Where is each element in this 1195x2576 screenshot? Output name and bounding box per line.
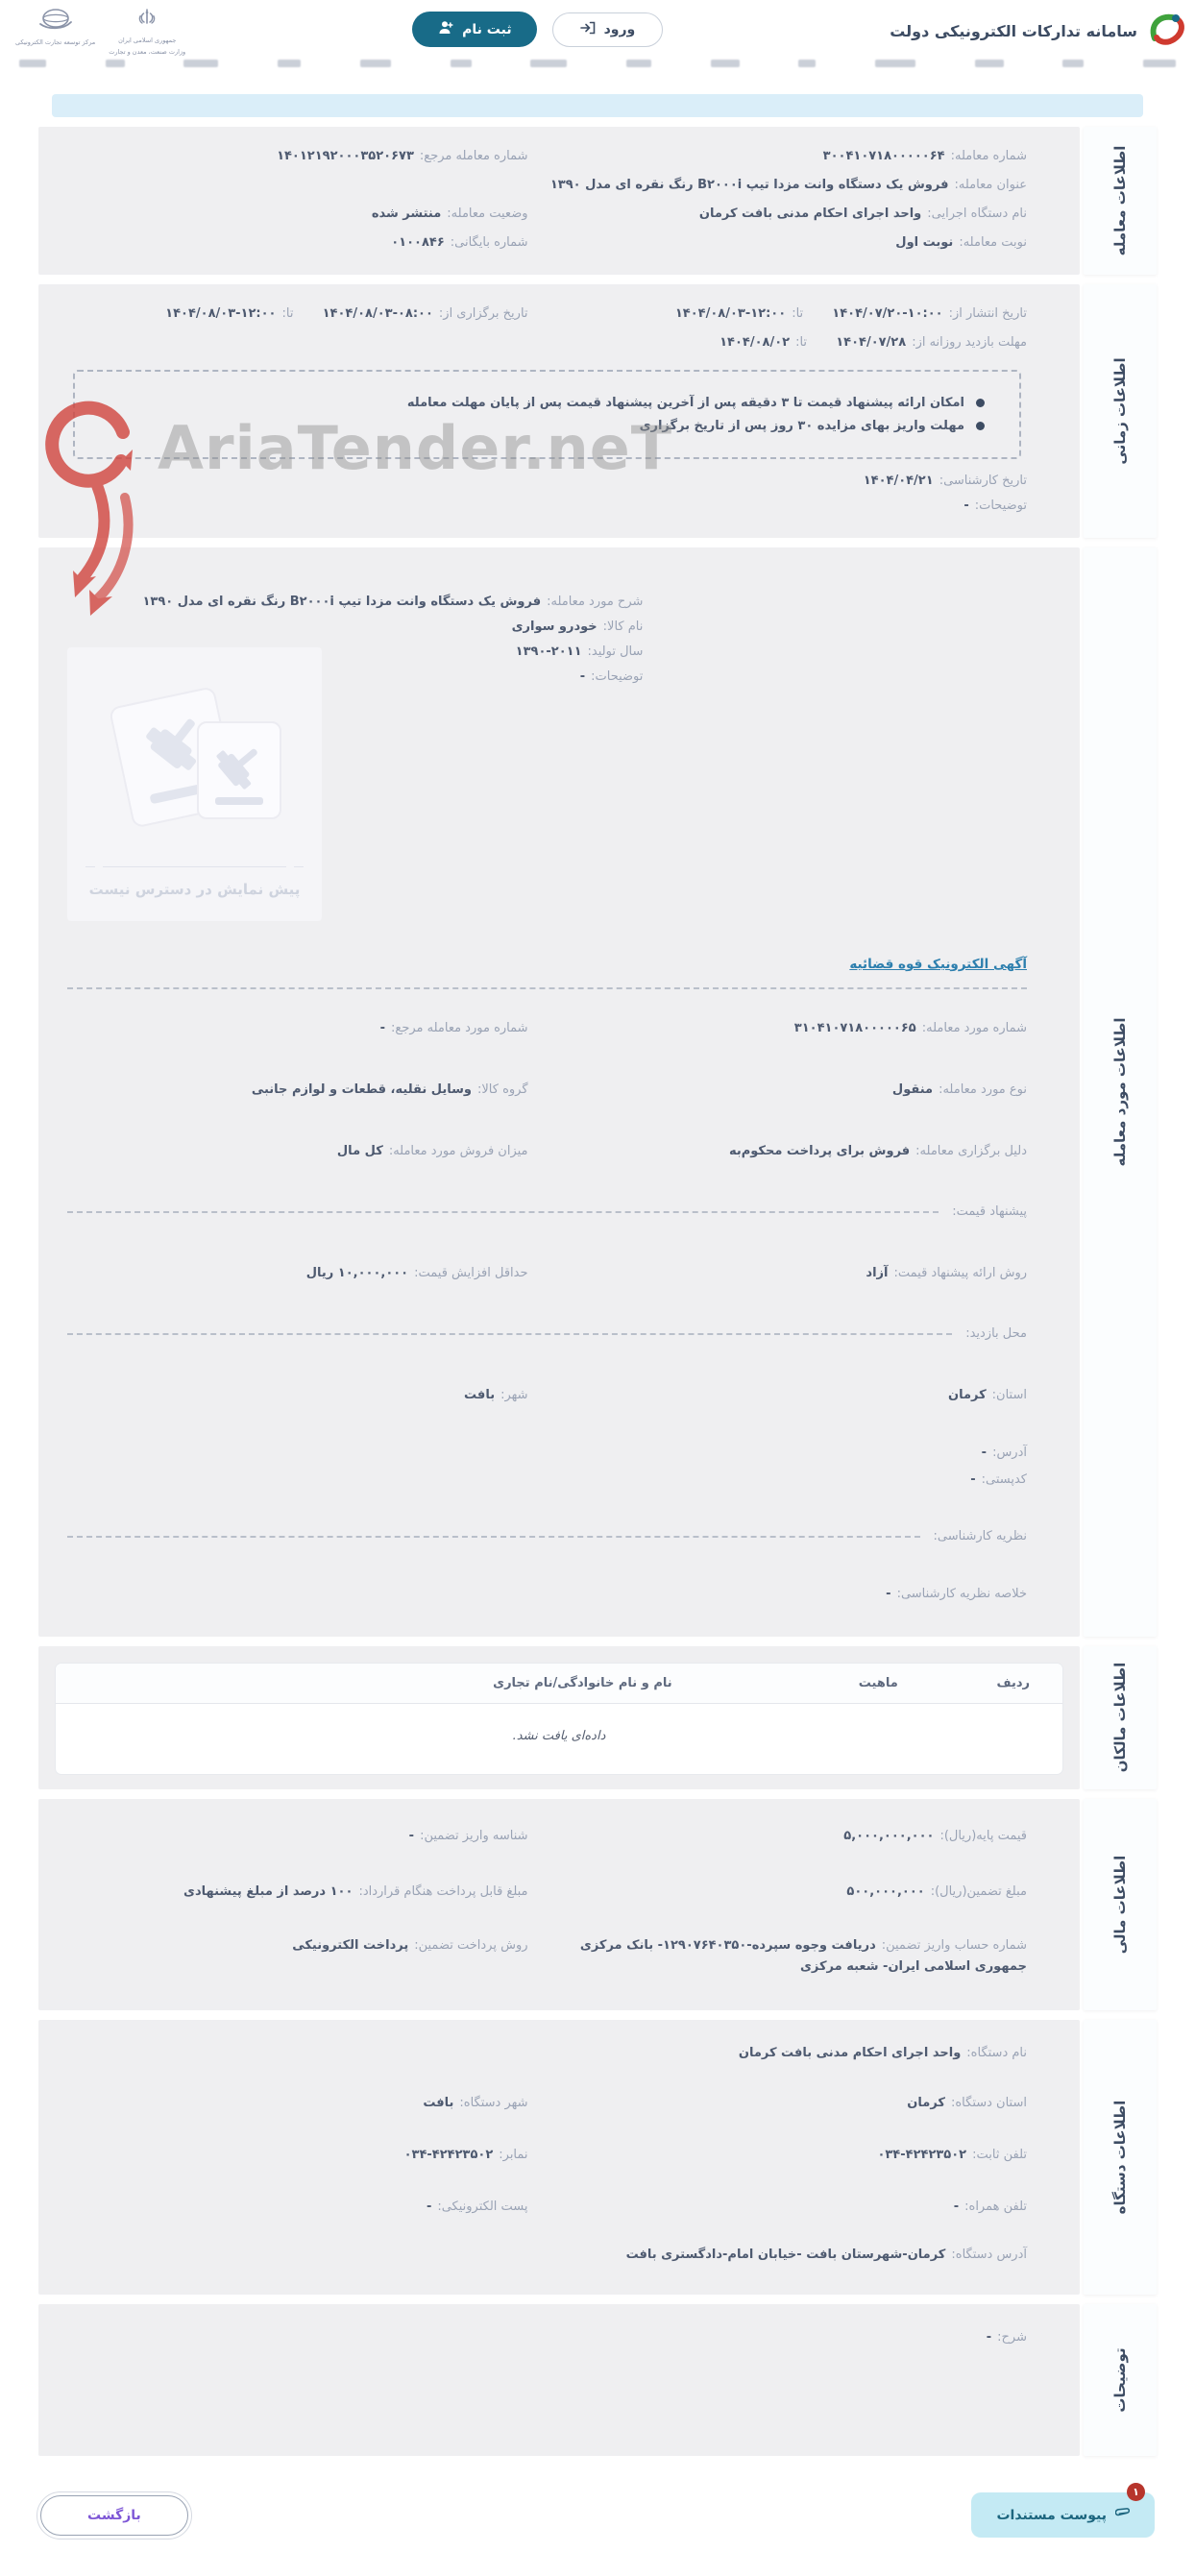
main-content	[0, 73, 1195, 2456]
field-production-year: سال تولید:۱۳۹۰-۲۰۱۱	[515, 644, 644, 659]
nav-item-placeholder[interactable]	[975, 60, 1004, 67]
ministry-logo	[109, 8, 185, 58]
field-deal-agency: نام دستگاه اجرایی:واحد اجرای احکام مدنی بافت کرمان	[698, 207, 1027, 222]
col-header-row: ردیف	[996, 1675, 1030, 1690]
field-agency-address: آدرس دستگاه:کرمان-شهرستان بافت -خیابان امام-دادگستری بافت	[625, 2248, 1027, 2263]
bullet-icon	[976, 422, 985, 430]
section-title: توضیحات	[1111, 2347, 1129, 2413]
section-timing	[38, 284, 1157, 537]
register-button[interactable]	[412, 12, 536, 47]
field-timing-desc: توضیحات:-	[963, 498, 1027, 513]
section-item-side-label	[1084, 547, 1157, 1637]
back-button[interactable]	[40, 2495, 188, 2536]
section-remarks-side-label	[1084, 2304, 1157, 2456]
placeholder-divider	[85, 866, 305, 867]
field-agency-mobile: تلفن همراه:-	[953, 2199, 1027, 2215]
nav-item-placeholder[interactable]	[798, 60, 816, 67]
field-remarks-desc: شرح:-	[986, 2330, 1027, 2345]
preview-unavailable-text: پیش نمایش در دسترس نیست	[88, 880, 301, 898]
visit-place-header: محل بازدید:	[67, 1326, 1027, 1341]
section-title: اطلاعات مالکان	[1111, 1662, 1129, 1773]
field-deposit-id: شناسه واریز تضمین:-	[408, 1828, 528, 1843]
section-owners	[38, 1646, 1157, 1789]
col-header-nature: ماهیت	[858, 1675, 898, 1690]
field-item-number: شماره مورد معامله:۳۱۰۴۱۰۷۱۸۰۰۰۰۰۶۵	[793, 1020, 1027, 1035]
setad-logo-icon	[1147, 10, 1187, 52]
attach-documents-button[interactable]	[971, 2486, 1155, 2538]
field-item-desc: شرح مورد معامله:فروش یک دستگاه وانت مزدا تیپ B۲۰۰۰i رنگ نقره ای مدل ۱۳۹۰	[142, 594, 644, 609]
paperclip-icon	[1115, 2505, 1130, 2525]
nav-item-placeholder[interactable]	[19, 60, 46, 67]
iran-emblem-icon	[136, 8, 158, 35]
nav-item-placeholder[interactable]	[278, 60, 301, 67]
ecdc-logo	[15, 8, 95, 48]
field-agency-name: نام دستگاه:واحد اجرای احکام مدنی بافت کرمان	[738, 2045, 1027, 2060]
login-button[interactable]	[552, 12, 664, 47]
section-deal-side-label	[1084, 127, 1157, 275]
field-goods-name: نام کالا:خودرو سواری	[511, 619, 644, 634]
nav-item-placeholder[interactable]	[1062, 60, 1084, 67]
nav-item-placeholder[interactable]	[711, 60, 740, 67]
nav-item-placeholder[interactable]	[360, 60, 391, 67]
notice-line	[110, 396, 985, 410]
field-payment-method: روش پرداخت تضمین:پرداخت الکترونیکی	[292, 1937, 528, 1953]
section-title: اطلاعات معامله	[1111, 145, 1129, 256]
section-financial-side-label	[1084, 1799, 1157, 2010]
section-remarks	[38, 2304, 1157, 2456]
back-label: بازگشت	[87, 2507, 141, 2523]
nav-item-placeholder[interactable]	[451, 60, 472, 67]
auth-buttons	[412, 12, 663, 47]
field-item-ref: شماره مورد معامله مرجع:-	[379, 1020, 528, 1035]
section-title: اطلاعات مالی	[1111, 1855, 1129, 1954]
info-banner	[52, 94, 1143, 117]
field-min-increase: حداقل افزایش قیمت:۱۰,۰۰۰,۰۰۰ ریال	[305, 1266, 528, 1281]
field-offer-method: روش ارائه پیشنهاد قیمت:آزاد	[866, 1266, 1027, 1281]
add-user-icon	[437, 20, 453, 38]
login-label: ورود	[603, 21, 636, 37]
field-deal-archive-no: شماره بایگانی:۰۱۰۰۸۴۶	[391, 235, 528, 251]
attachment-count-badge: ۱	[1127, 2483, 1145, 2501]
section-owners-side-label	[1084, 1646, 1157, 1789]
nav-item-placeholder[interactable]	[530, 60, 567, 67]
field-sale-amount: میزان فروش مورد معامله:کل مال	[336, 1143, 528, 1158]
page-footer	[0, 2466, 1195, 2576]
owners-table-empty-row: داده‌ای یافت نشد.	[512, 1728, 606, 1743]
field-base-price: قیمت پایه(ریال):۵,۰۰۰,۰۰۰,۰۰۰	[843, 1828, 1027, 1843]
field-hold-dates: تاریخ برگزاری از:۱۴۰۴/۰۸/۰۳-۰۸:۰۰ تا:۱۴۰۴/۰۸/۰۳-۱۲:۰۰	[165, 306, 528, 322]
app-title: سامانه تدارکات الکترونیکی دولت	[890, 21, 1137, 40]
col-header-name: نام و نام خانوادگی/نام تجاری	[493, 1675, 672, 1690]
field-sale-reason: دلیل برگزاری معامله:فروش برای پرداخت محکوم‌به	[728, 1143, 1027, 1158]
field-deal-subject: عنوان معامله:فروش یک دستگاه وانت مزدا تیپ B۲۰۰۰i رنگ نقره ای مدل ۱۳۹۰	[549, 178, 1027, 193]
notice-line	[110, 419, 985, 433]
field-publish-dates: تاریخ انتشار از:۱۴۰۴/۰۷/۲۰-۱۰:۰۰ تا:۱۴۰۴/۰۸/۰۳-۱۲:۰۰	[674, 306, 1027, 322]
judiciary-ad-link[interactable]: آگهی الکترونیک قوه قضائیه	[849, 956, 1027, 972]
field-deal-ref-number: شماره معامله مرجع:۱۴۰۱۲۱۹۲۰۰۰۳۵۲۰۶۷۳	[277, 149, 528, 163]
expert-opinion-header: نظریه کارشناسی:	[67, 1529, 1027, 1543]
timing-notice-box	[73, 370, 1021, 459]
attach-documents-label: پیوست مستندات	[996, 2507, 1107, 2523]
field-expert-date: تاریخ کارشناسی:۱۴۰۴/۰۴/۲۱	[863, 473, 1027, 488]
gavel-icon	[104, 676, 286, 858]
government-logos	[8, 8, 185, 58]
field-deal-round: نوبت معامله:نوبت اول	[895, 235, 1027, 251]
ecdc-caption: مرکز توسعه تجارت الکترونیکی	[15, 38, 96, 46]
section-agency-side-label	[1084, 2020, 1157, 2295]
dashed-separator	[67, 987, 1027, 989]
field-city: شهر:بافت	[464, 1388, 528, 1403]
section-timing-side-label	[1084, 284, 1157, 537]
field-address: آدرس:-	[981, 1446, 1027, 1461]
brand	[890, 8, 1187, 52]
field-agency-province: استان دستگاه:کرمان	[907, 2095, 1027, 2110]
field-visit-deadline: مهلت بازدید روزانه از:۱۴۰۴/۰۷/۲۸ تا:۱۴۰۴/۰۸/۰۲	[719, 335, 1027, 351]
section-item-info	[38, 547, 1157, 1637]
image-preview-placeholder	[67, 647, 322, 921]
nav-item-placeholder[interactable]	[875, 60, 915, 67]
owners-table	[56, 1664, 1062, 1774]
field-expert-summary: خلاصه نظریه کارشناسی:-	[886, 1587, 1027, 1602]
field-agency-phone: تلفن ثابت:۰۳۴-۴۲۴۲۳۵۰۲	[877, 2148, 1027, 2163]
section-deal-info	[38, 127, 1157, 275]
globe-icon	[37, 8, 75, 36]
section-agency	[38, 2020, 1157, 2295]
app-header	[0, 0, 1195, 56]
field-deal-status: وضعیت معامله:منتشر شده	[371, 207, 528, 222]
owners-table-header	[56, 1664, 1062, 1704]
field-agency-email: پست الکترونیکی:-	[426, 2199, 528, 2215]
notice-text: امکان ارائه پیشنهاد قیمت تا ۳ دقیقه پس از آخرین پیشنهاد قیمت پس از پایان مهلت معامله	[406, 395, 964, 410]
register-label: ثبت نام	[462, 21, 512, 37]
field-deal-number: شماره معامله:۳۰۰۴۱۰۷۱۸۰۰۰۰۰۶۴	[822, 149, 1027, 163]
section-title: اطلاعات زمانی	[1111, 357, 1129, 465]
bullet-icon	[976, 399, 985, 407]
field-goods-group: گروه کالا:وسایل نقلیه، قطعات و لوازم جانبی	[251, 1081, 528, 1097]
section-title: اطلاعات دستگاه	[1111, 2100, 1129, 2215]
watermark-text: AriaTender.neT	[158, 413, 673, 483]
ministry-caption-line1: جمهوری اسلامی ایران	[118, 36, 177, 44]
field-item-type: نوع مورد معامله:منقول	[891, 1081, 1027, 1097]
field-agency-city: شهر دستگاه:بافت	[423, 2095, 528, 2110]
nav-item-placeholder[interactable]	[183, 60, 218, 67]
price-offer-header: پیشنهاد قیمت:	[67, 1204, 1027, 1219]
field-item-notes: توضیحات:-	[579, 669, 644, 685]
notice-text: مهلت واریز بهای مزایده ۳۰ روز پس از تاریخ برگزاری	[639, 418, 964, 433]
nav-item-placeholder[interactable]	[106, 60, 125, 67]
field-payable-amount: مبلغ قابل پرداخت هنگام قرارداد:۱۰۰ درصد از مبلغ پیشنهادی	[183, 1883, 528, 1899]
field-deposit-account: شماره حساب واریز تضمین:دریافت وجوه سپرده-۱۲۹۰۷۶۴۰۳۵۰- بانک مرکزی جمهوری اسلامی ایران- شعبه مرکزی	[579, 1937, 1027, 1974]
login-icon	[580, 21, 596, 38]
field-province: استان:کرمان	[947, 1388, 1027, 1403]
section-financial	[38, 1799, 1157, 2010]
ministry-caption-line2: وزارت صنعت، معدن و تجارت	[109, 47, 186, 56]
nav-item-placeholder[interactable]	[1143, 60, 1176, 67]
field-agency-fax: نمابر:۰۳۴-۴۲۴۲۳۵۰۲	[403, 2148, 528, 2163]
field-postal-code: کدپستی:-	[970, 1472, 1027, 1488]
field-guarantee-amount: مبلغ تضمین(ریال):۵۰۰,۰۰۰,۰۰۰	[846, 1883, 1027, 1899]
nav-item-placeholder[interactable]	[626, 60, 651, 67]
section-title: اطلاعات مورد معامله	[1111, 1017, 1129, 1167]
